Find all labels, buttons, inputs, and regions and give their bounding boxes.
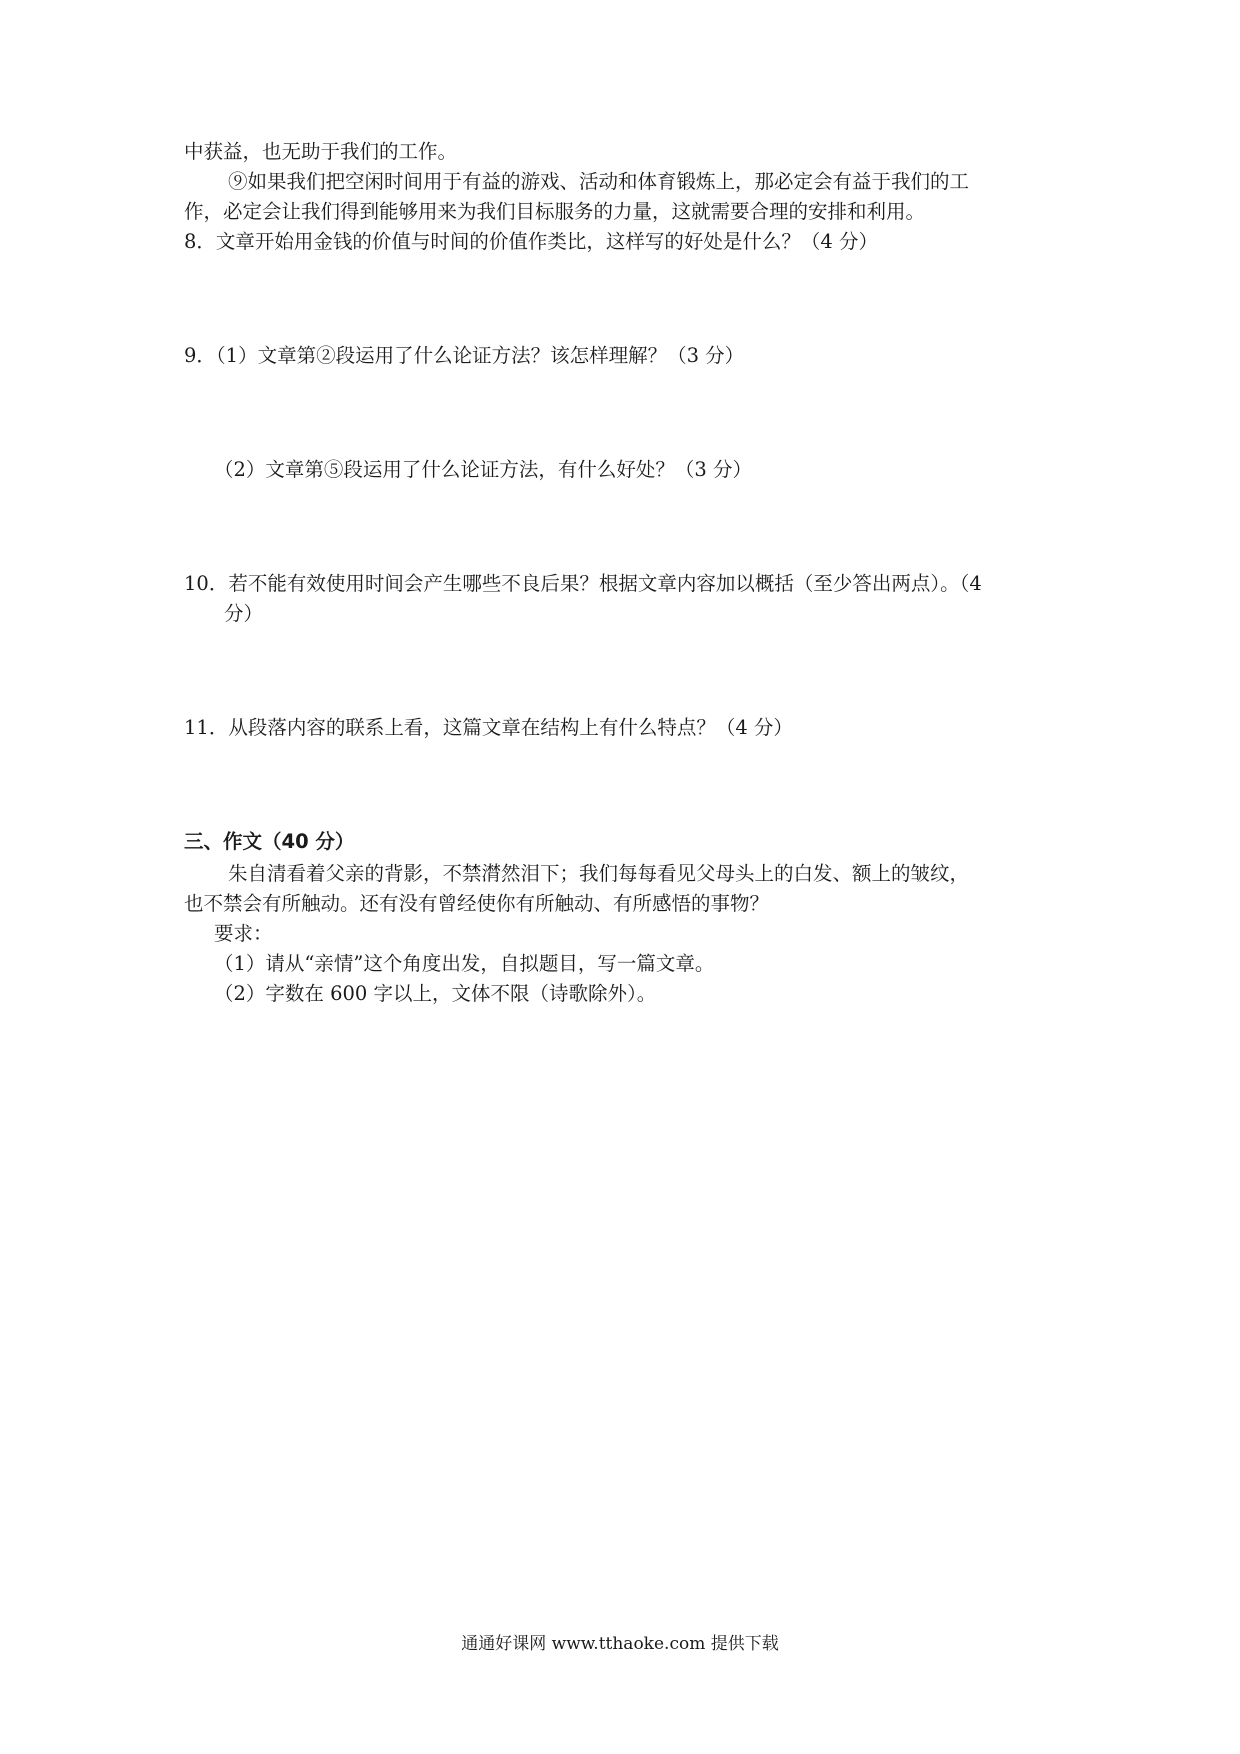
question-10-line-2: 分） <box>224 602 264 625</box>
question-9-part-1: 9．（1）文章第②段运用了什么论证方法？该怎样理解？（3 分） <box>184 344 745 367</box>
composition-requirement-2: （2）字数在 600 字以上，文体不限（诗歌除外）。 <box>214 982 657 1005</box>
question-8: 8．文章开始用金钱的价值与时间的价值作类比，这样写的好处是什么？（4 分） <box>184 230 879 253</box>
passage-line: 中获益，也无助于我们的工作。 <box>184 140 458 163</box>
question-9-part-2: （2）文章第⑤段运用了什么论证方法，有什么好处？（3 分） <box>214 458 753 481</box>
composition-heading: 三、作文（40 分） <box>184 830 355 853</box>
composition-requirements-label: 要求： <box>214 922 273 945</box>
passage-paragraph-9-line-2: 作，必定会让我们得到能够用来为我们目标服务的力量，这就需要合理的安排和利用。 <box>184 200 926 223</box>
question-11: 11．从段落内容的联系上看，这篇文章在结构上有什么特点？（4 分） <box>184 716 793 739</box>
composition-prompt-line-2: 也不禁会有所触动。还有没有曾经使你有所触动、有所感悟的事物？ <box>184 892 770 915</box>
page-footer: 通通好课网 www.tthaoke.com 提供下载 <box>461 1634 779 1654</box>
composition-requirement-1: （1）请从“亲情”这个角度出发，自拟题目，写一篇文章。 <box>214 952 715 975</box>
passage-paragraph-9-line-1: ⑨如果我们把空闲时间用于有益的游戏、活动和体育锻炼上，那必定会有益于我们的工 <box>228 170 970 193</box>
composition-prompt-line-1: 朱自清看着父亲的背影，不禁潸然泪下；我们每每看见父母头上的白发、额上的皱纹， <box>228 862 970 885</box>
question-10-line-1: 10．若不能有效使用时间会产生哪些不良后果？根据文章内容加以概括（至少答出两点）。（4 <box>184 572 982 595</box>
